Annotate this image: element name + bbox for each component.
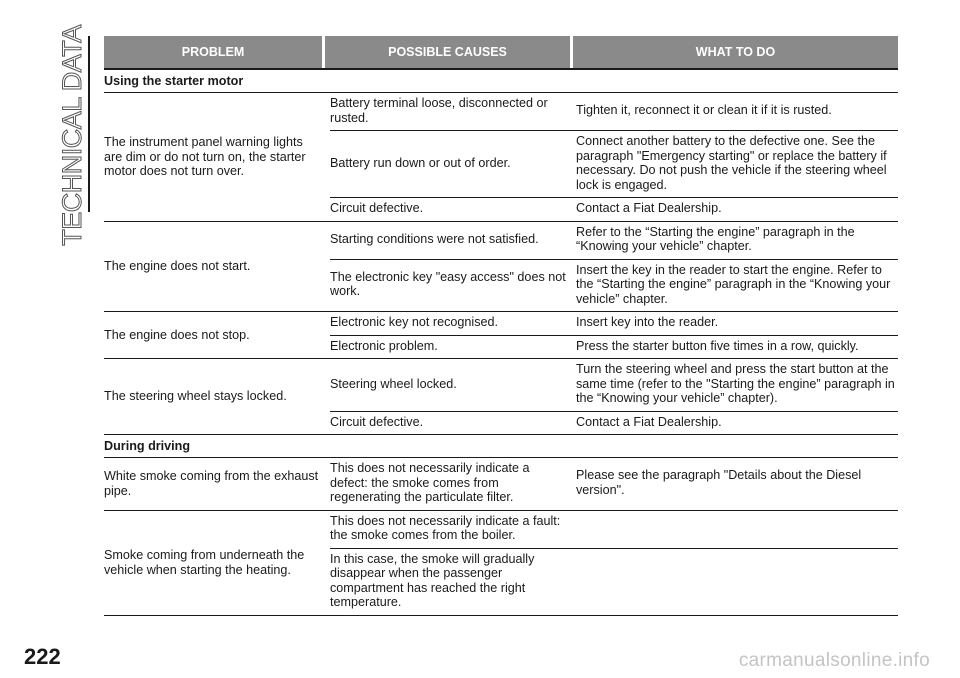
problem-group: [104, 222, 898, 313]
remedy-cell: Refer to the “Starting the engine” paragraph in the “Knowing your vehicle” chapter.: [576, 224, 855, 253]
watermark: carmanualsonline.info: [738, 650, 930, 671]
remedy-cell: Insert key into the reader.: [576, 315, 719, 329]
chapter-title: [56, 24, 87, 246]
remedy-cell: Please see the paragraph "Details about the Diesel version".: [576, 468, 862, 497]
remedy-cell: Contact a Fiat Dealership.: [576, 201, 722, 215]
cause-cell: Steering wheel locked.: [330, 376, 457, 391]
table-row: [330, 549, 898, 615]
section-title: Using the starter motor: [104, 70, 898, 93]
remedy-cell: Insert the key in the reader to start the engine. Refer to the “Starting the engine” paragraph in the “Knowing your vehicle” chapter.: [576, 262, 891, 306]
table-row: [330, 198, 898, 221]
cause-cell: In this case, the smoke will gradually disappear when the passenger compartment has reached the right temperature.: [330, 551, 535, 609]
cause-rows: [330, 222, 898, 312]
cause-cell: Circuit defective.: [330, 201, 424, 215]
cause-cell: This does not necessarily indicate a defect: the smoke comes from regenerating the particulate filter.: [330, 461, 530, 504]
cause-rows: [330, 93, 898, 221]
header-problem: PROBLEM: [104, 36, 322, 68]
problem-cell: The instrument panel warning lights are dim or do not turn on, the starter motor does not turn over.: [104, 135, 306, 178]
problem-cell: Smoke coming from underneath the vehicle when starting the heating.: [104, 548, 305, 577]
chapter-title-text: TECHNICAL DATA: [56, 24, 87, 246]
problem-group: [104, 511, 898, 616]
header-what-to-do: WHAT TO DO: [573, 36, 898, 68]
cause-cell: Battery terminal loose, disconnected or rusted.: [330, 96, 548, 125]
cause-cell: Starting conditions were not satisfied.: [330, 231, 539, 246]
problem-group: [104, 312, 898, 359]
table-row: [330, 412, 898, 435]
page-number: 222: [24, 644, 61, 669]
table-row: [330, 260, 898, 312]
chapter-rule: [88, 36, 90, 212]
cause-cell: This does not necessarily indicate a fault: the smoke comes from the boiler.: [330, 513, 561, 542]
remedy-cell: [576, 511, 898, 548]
table-row: [330, 312, 898, 336]
remedy-cell: Connect another battery to the defective one. See the paragraph "Emergency starting" or replace the battery if necessary. Do not push the vehicle if the steering wheel lock is engaged.: [576, 134, 887, 192]
problem-cell: White smoke coming from the exhaust pipe.: [104, 469, 319, 498]
remedy-cell: Turn the steering wheel and press the start button at the same time (refer to the "Starting the engine” paragraph in the “Knowing your vehicle” chapter).: [576, 362, 895, 405]
cause-rows: [330, 511, 898, 615]
cause-cell: Electronic key not recognised.: [330, 315, 499, 329]
cause-rows: [330, 359, 898, 434]
remedy-cell: [576, 549, 898, 615]
cause-cell: Circuit defective.: [330, 414, 424, 429]
table-row: [330, 336, 898, 359]
cause-rows: [330, 312, 898, 358]
table-row: [330, 511, 898, 549]
problem-group: [104, 458, 898, 511]
cause-rows: [330, 458, 898, 510]
problem-cell: The engine does not stop.: [104, 327, 250, 342]
problem-group: [104, 359, 898, 435]
table-row: [330, 458, 898, 510]
header-possible-causes: POSSIBLE CAUSES: [325, 36, 570, 68]
table-header: [104, 36, 898, 68]
remedy-cell: Contact a Fiat Dealership.: [576, 414, 722, 429]
table-row: [330, 222, 898, 260]
table-row: [330, 131, 898, 198]
troubleshooting-table: [104, 68, 898, 616]
problem-group: [104, 93, 898, 222]
cause-cell: Electronic problem.: [330, 338, 438, 353]
cause-cell: The electronic key "easy access" does not work.: [330, 269, 566, 299]
table-row: [330, 93, 898, 131]
problem-cell: The steering wheel stays locked.: [104, 389, 287, 404]
cause-cell: Battery run down or out of order.: [330, 155, 511, 170]
table-row: [330, 359, 898, 412]
section-title: During driving: [104, 435, 898, 458]
remedy-cell: Press the starter button five times in a row, quickly.: [576, 338, 859, 353]
problem-cell: The engine does not start.: [104, 259, 251, 273]
remedy-cell: Tighten it, reconnect it or clean it if it is rusted.: [576, 103, 832, 118]
